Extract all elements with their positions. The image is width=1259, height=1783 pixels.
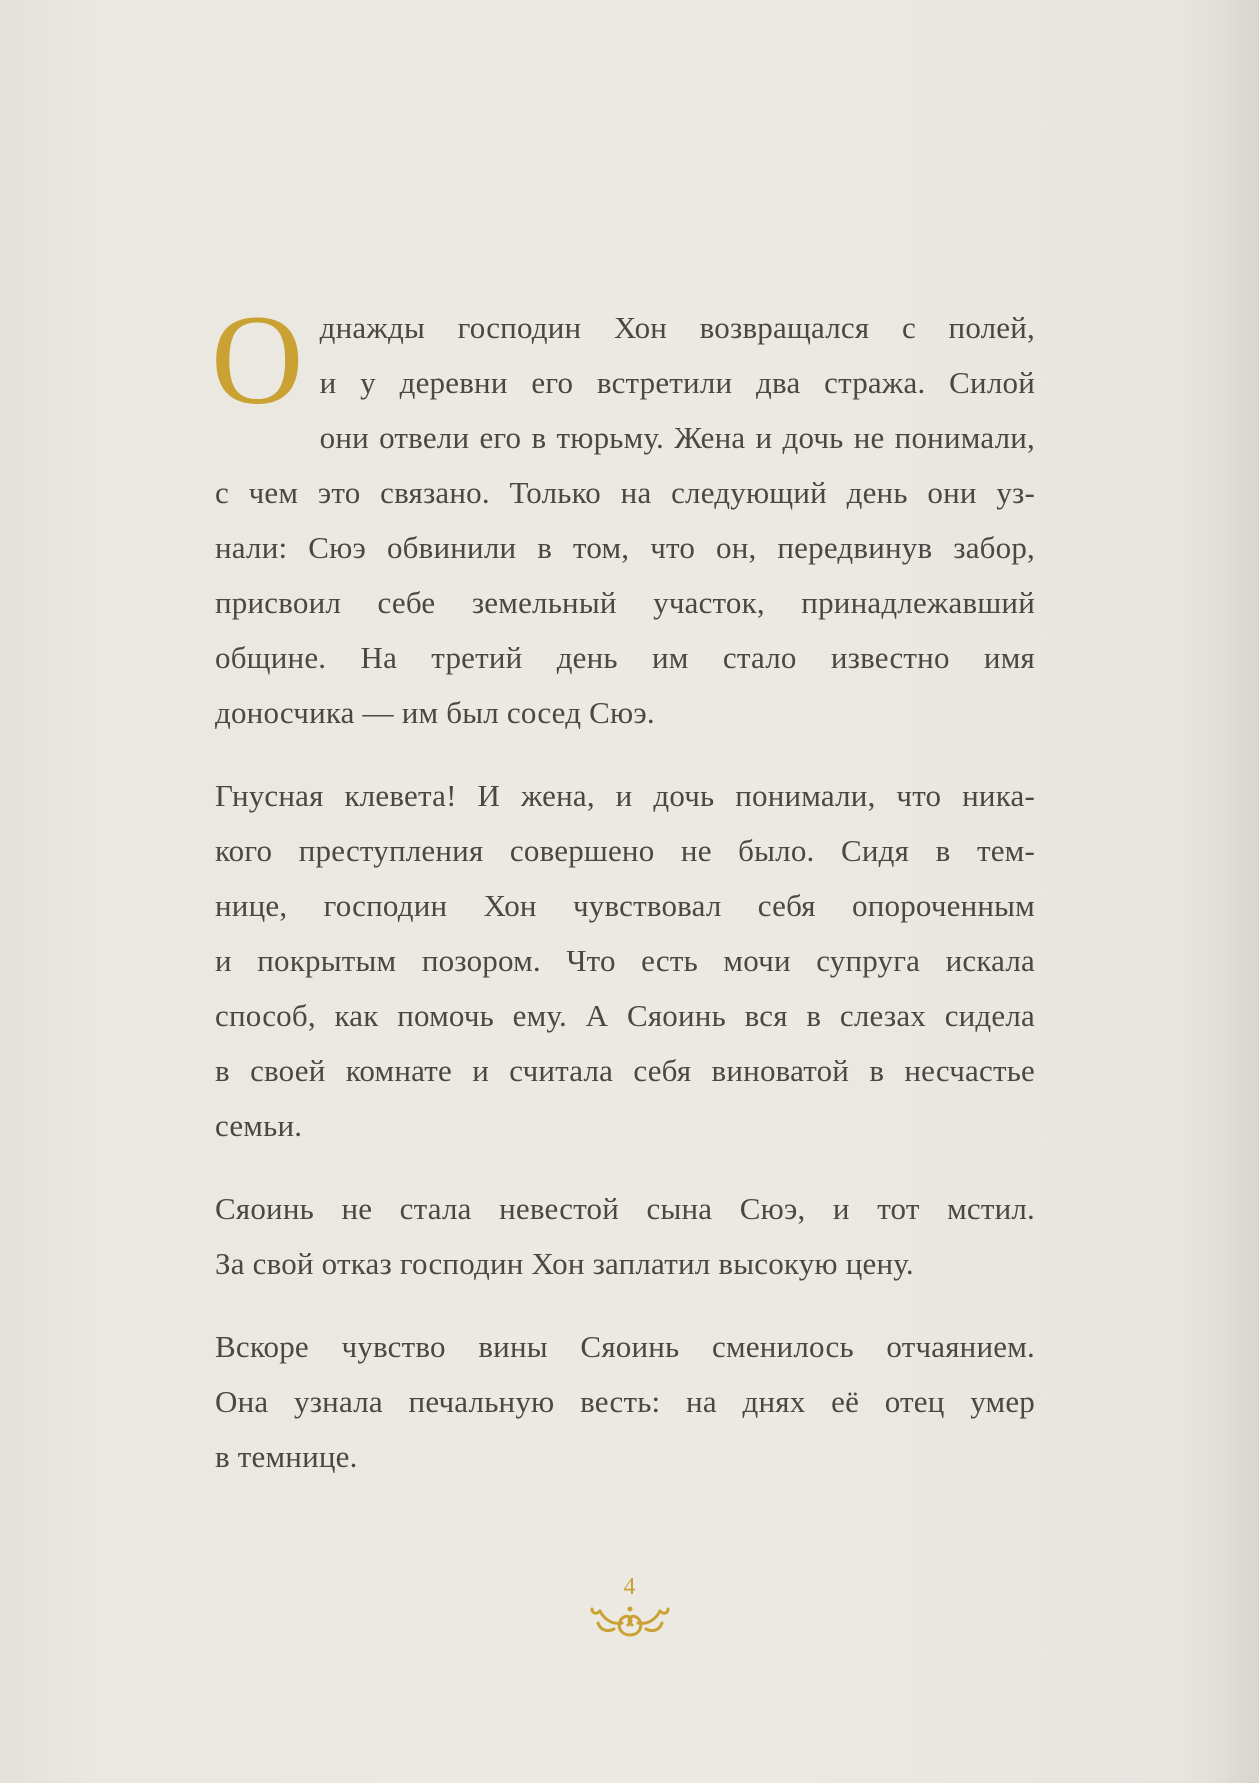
text-line: в своей комнате и считала себя виноватой в несчастье [215, 1053, 1035, 1088]
page-footer [0, 1575, 1259, 1641]
text-line: нице, господин Хон чувствовал себя опороченным [215, 888, 1035, 923]
text-line: способ, как помочь ему. А Сяоинь вся в слезах сидела [215, 998, 1035, 1033]
text-line: присвоил себе земельный участок, принадлежавший [215, 585, 1035, 620]
text-line: семьи. [215, 1108, 303, 1143]
text-line: доносчика — им был сосед Сюэ. [215, 695, 655, 730]
text-line: Гнусная клевета! И жена, и дочь понимали, что ника- [215, 778, 1035, 813]
text-line: с чем это связано. Только на следующий день они уз- [215, 475, 1035, 510]
floral-ornament-icon [588, 1601, 672, 1641]
text-line: нали: Сюэ обвинили в том, что он, передвинув забор, [215, 530, 1035, 565]
paragraph-1 [211, 289, 1035, 740]
text-line: Вскоре чувство вины Сяоинь сменилось отчаянием. [215, 1329, 1035, 1364]
page-number: 4 [623, 1574, 636, 1600]
paragraph-4 [215, 1319, 1035, 1484]
paragraph-3 [215, 1181, 1035, 1291]
text-line: днажды господин Хон возвращался с полей, [319, 310, 1035, 345]
text-line: За свой отказ господин Хон заплатил высокую цену. [215, 1246, 914, 1281]
text-line: и покрытым позором. Что есть мочи супруга искала [215, 943, 1035, 978]
text-line: они отвели его в тюрьму. Жена и дочь не понимали, [319, 420, 1035, 455]
text-line: Она узнала печальную весть: на днях её отец умер [215, 1384, 1035, 1419]
text-line: общине. На третий день им стало известно имя [215, 640, 1035, 675]
text-line: кого преступления совершено не было. Сидя в тем- [215, 833, 1035, 868]
body-text [211, 289, 1035, 1512]
text-line: Сяоинь не стала невестой сына Сюэ, и тот мстил. [215, 1191, 1035, 1226]
paragraph-2 [215, 768, 1035, 1153]
text-line: в темнице. [215, 1439, 358, 1474]
text-line: и у деревни его встретили два стража. Силой [319, 365, 1035, 400]
drop-cap-letter: О [211, 289, 304, 431]
